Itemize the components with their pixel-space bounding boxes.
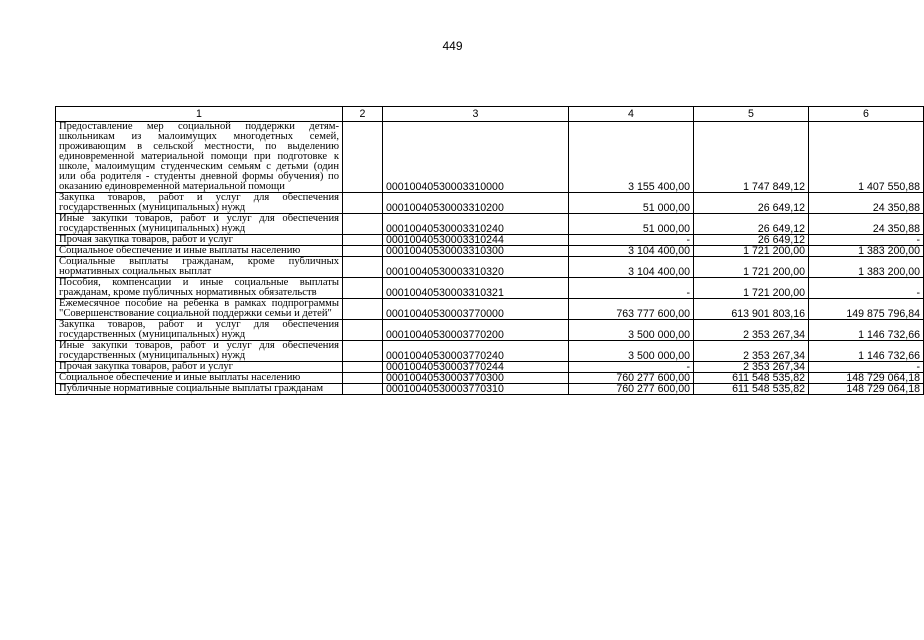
- row-name: Ежемесячное пособие на ребенка в рамках подпрограммы "Совершенствование социальной поддержки семьи и детей": [56, 299, 343, 320]
- row-value-6: 24 350,88: [809, 214, 924, 235]
- row-value-6: 149 875 796,84: [809, 299, 924, 320]
- header-cell-5: 5: [694, 107, 809, 122]
- header-cell-1: 1: [56, 107, 343, 122]
- row-value-5: 611 548 535,82: [694, 384, 809, 395]
- row-col2: [343, 299, 383, 320]
- row-col2: [343, 235, 383, 246]
- budget-table: [55, 106, 924, 395]
- row-value-6: 1 383 200,00: [809, 257, 924, 278]
- table-row: [56, 299, 924, 320]
- row-value-4: 3 500 000,00: [569, 341, 694, 362]
- row-value-5: 613 901 803,16: [694, 299, 809, 320]
- row-code: 00010040530003310240: [383, 214, 569, 235]
- row-value-4: -: [569, 362, 694, 373]
- row-value-5: 611 548 535,82: [694, 373, 809, 384]
- row-value-5: 2 353 267,34: [694, 320, 809, 341]
- row-value-5: 2 353 267,34: [694, 362, 809, 373]
- row-name: Социальное обеспечение и иные выплаты населению: [56, 373, 343, 384]
- header-cell-4: 4: [569, 107, 694, 122]
- row-value-4: -: [569, 278, 694, 299]
- table-row: [56, 320, 924, 341]
- row-name: Публичные нормативные социальные выплаты гражданам: [56, 384, 343, 395]
- row-value-5: 26 649,12: [694, 193, 809, 214]
- row-code: 00010040530003770000: [383, 299, 569, 320]
- header-row: [56, 107, 924, 122]
- row-code: 00010040530003310321: [383, 278, 569, 299]
- row-code: 00010040530003770200: [383, 320, 569, 341]
- row-col2: [343, 278, 383, 299]
- row-value-6: 1 407 550,88: [809, 122, 924, 193]
- header-cell-6: 6: [809, 107, 924, 122]
- table-row: [56, 384, 924, 395]
- row-code: 00010040530003310300: [383, 246, 569, 257]
- row-code: 00010040530003770240: [383, 341, 569, 362]
- row-value-4: 51 000,00: [569, 214, 694, 235]
- table-row: [56, 214, 924, 235]
- row-value-6: 1 383 200,00: [809, 246, 924, 257]
- row-value-4: 3 104 400,00: [569, 246, 694, 257]
- row-col2: [343, 214, 383, 235]
- page-number: 449: [442, 39, 463, 53]
- row-value-4: 760 277 600,00: [569, 373, 694, 384]
- row-code: 00010040530003770300: [383, 373, 569, 384]
- row-name: Прочая закупка товаров, работ и услуг: [56, 235, 343, 246]
- row-col2: [343, 257, 383, 278]
- row-code: 00010040530003310244: [383, 235, 569, 246]
- table-row: [56, 235, 924, 246]
- table-row: [56, 373, 924, 384]
- row-value-4: 3 500 000,00: [569, 320, 694, 341]
- row-code: 00010040530003310200: [383, 193, 569, 214]
- row-col2: [343, 320, 383, 341]
- row-value-6: 1 146 732,66: [809, 341, 924, 362]
- row-value-6: 1 146 732,66: [809, 320, 924, 341]
- row-value-4: 763 777 600,00: [569, 299, 694, 320]
- row-value-4: 51 000,00: [569, 193, 694, 214]
- row-col2: [343, 122, 383, 193]
- row-value-6: 24 350,88: [809, 193, 924, 214]
- row-value-5: 2 353 267,34: [694, 341, 809, 362]
- header-cell-3: 3: [383, 107, 569, 122]
- row-name: Социальное обеспечение и иные выплаты населению: [56, 246, 343, 257]
- row-value-4: -: [569, 235, 694, 246]
- table-row: [56, 278, 924, 299]
- row-name: Иные закупки товаров, работ и услуг для обеспечения государственных (муниципальных) нужд: [56, 341, 343, 362]
- row-value-5: 1 721 200,00: [694, 246, 809, 257]
- row-col2: [343, 341, 383, 362]
- table-row: [56, 341, 924, 362]
- row-code: 00010040530003310320: [383, 257, 569, 278]
- row-col2: [343, 373, 383, 384]
- row-value-6: -: [809, 362, 924, 373]
- row-value-6: -: [809, 235, 924, 246]
- header-cell-2: 2: [343, 107, 383, 122]
- row-name: Социальные выплаты гражданам, кроме публичных нормативных социальных выплат: [56, 257, 343, 278]
- row-name: Прочая закупка товаров, работ и услуг: [56, 362, 343, 373]
- row-value-5: 1 747 849,12: [694, 122, 809, 193]
- row-name: Иные закупки товаров, работ и услуг для обеспечения государственных (муниципальных) нужд: [56, 214, 343, 235]
- row-value-4: 3 104 400,00: [569, 257, 694, 278]
- row-code: 00010040530003770244: [383, 362, 569, 373]
- row-name: Пособия, компенсации и иные социальные выплаты гражданам, кроме публичных нормативных обязательств: [56, 278, 343, 299]
- row-code: 00010040530003770310: [383, 384, 569, 395]
- row-name: Закупка товаров, работ и услуг для обеспечения государственных (муниципальных) нужд: [56, 193, 343, 214]
- table-row: [56, 362, 924, 373]
- row-value-5: 26 649,12: [694, 214, 809, 235]
- row-name: Предоставление мер социальной поддержки детям-школьникам из малоимущих многодетных семей, проживающим в сельской местности, по выделению единовременной материальной помощи при подготовке к школе, малоимущим студенческим семьям с детьми (один или оба родителя - студенты дневной формы обучения) по оказанию единовременной материальной помощи: [56, 122, 343, 193]
- row-col2: [343, 246, 383, 257]
- row-value-6: -: [809, 278, 924, 299]
- row-code: 00010040530003310000: [383, 122, 569, 193]
- row-col2: [343, 362, 383, 373]
- row-value-6: 148 729 064,18: [809, 384, 924, 395]
- table-row: [56, 193, 924, 214]
- row-name: Закупка товаров, работ и услуг для обеспечения государственных (муниципальных) нужд: [56, 320, 343, 341]
- table-row: [56, 257, 924, 278]
- row-value-5: 1 721 200,00: [694, 257, 809, 278]
- row-col2: [343, 384, 383, 395]
- row-value-4: 3 155 400,00: [569, 122, 694, 193]
- row-col2: [343, 193, 383, 214]
- row-value-5: 26 649,12: [694, 235, 809, 246]
- row-value-4: 760 277 600,00: [569, 384, 694, 395]
- table-row: [56, 122, 924, 193]
- row-value-6: 148 729 064,18: [809, 373, 924, 384]
- table-row: [56, 246, 924, 257]
- row-value-5: 1 721 200,00: [694, 278, 809, 299]
